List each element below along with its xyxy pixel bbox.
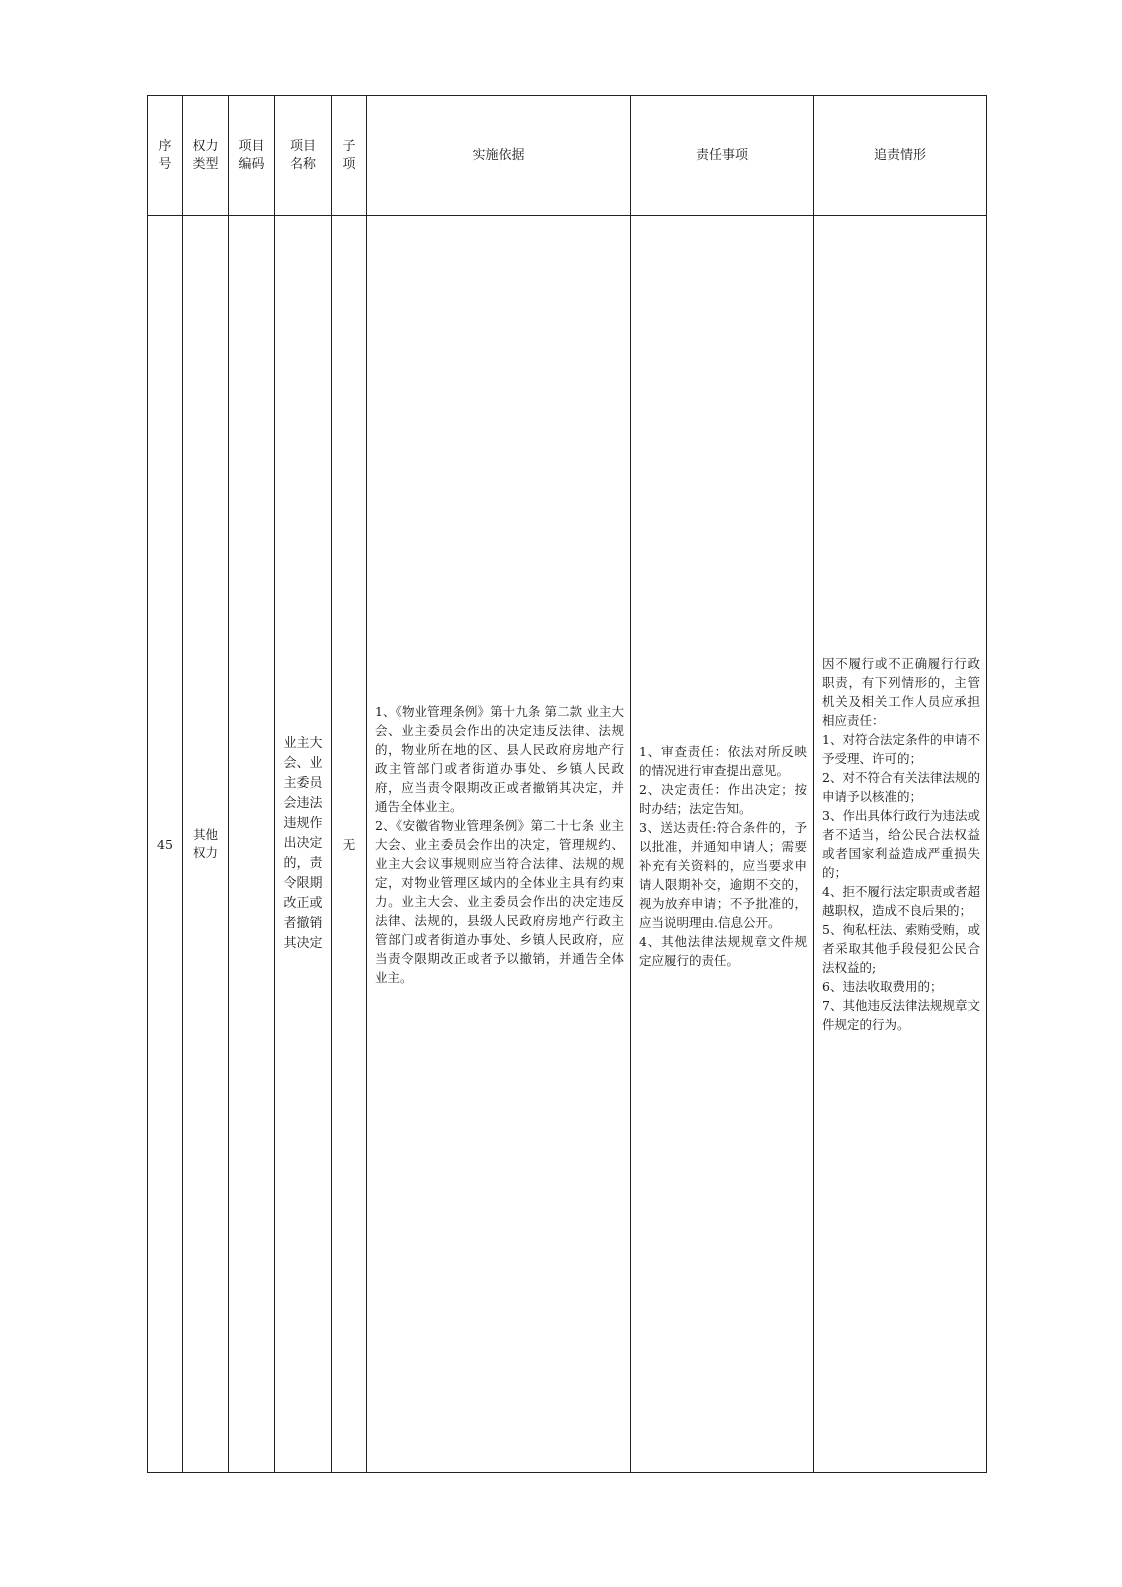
- cell-basis: [367, 216, 631, 1473]
- table-header-row: [148, 96, 987, 216]
- power-list-table: [147, 95, 987, 1473]
- accountability-item: 因不履行或不正确履行行政职责，有下列情形的，主管机关及相关工作人员应承担相应责任：: [822, 656, 980, 728]
- header-responsibility: 责任事项: [631, 96, 814, 216]
- responsibility-item: 3、送达责任:符合条件的，予以批准，并通知申请人；需要补充有关资料的，应当要求申请人限期补交，逾期不交的，视为放弃申请；不予批准的，应当说明理由.信息公开。: [639, 820, 807, 930]
- header-power-type: 权力类型: [183, 96, 229, 216]
- cell-responsibility: [631, 216, 814, 1473]
- header-seq: 序号: [148, 96, 183, 216]
- header-item-code: 项目编码: [229, 96, 275, 216]
- basis-paragraph: 1、《物业管理条例》第十九条 第二款 业主大会、业主委员会作出的决定违反法律、法规的，物业所在地的区、县人民政府房地产行政主管部门或者街道办事处、乡镇人民政府，应当责令限期改正或者撤销其决定，并通告全体业主。: [375, 703, 624, 814]
- accountability-item: 2、对不符合有关法律法规的申请予以核准的；: [822, 770, 980, 804]
- cell-seq: 45: [148, 216, 183, 1473]
- accountability-item: 5、徇私枉法、索贿受贿，或者采取其他手段侵犯公民合法权益的;: [822, 922, 980, 975]
- cell-item-name: 业主大会、业主委员会违法违规作出决定的，责令限期改正或者撤销其决定: [275, 216, 332, 1473]
- cell-power-type: 其他权力: [183, 216, 229, 1473]
- accountability-item: 3、作出具体行政行为违法或者不适当，给公民合法权益或者国家利益造成严重损失的；: [822, 808, 980, 880]
- header-sub-item: 子项: [332, 96, 367, 216]
- accountability-item: 1、对符合法定条件的申请不予受理、许可的；: [822, 732, 980, 766]
- responsibility-item: 1、审查责任：依法对所反映的情况进行审查提出意见。: [639, 744, 807, 778]
- cell-accountability: [814, 216, 987, 1473]
- header-basis: 实施依据: [367, 96, 631, 216]
- cell-sub-item: 无: [332, 216, 367, 1473]
- accountability-item: 7、其他违反法律法规规章文件规定的行为。: [822, 998, 980, 1032]
- accountability-item: 4、拒不履行法定职责或者超越职权，造成不良后果的；: [822, 884, 980, 918]
- header-accountability: 追责情形: [814, 96, 987, 216]
- cell-item-code: [229, 216, 275, 1473]
- table-row: [148, 216, 987, 1473]
- responsibility-item: 2、决定责任：作出决定；按时办结；法定告知。: [639, 782, 807, 816]
- basis-paragraph: 2、《安徽省物业管理条例》第二十七条 业主大会、业主委员会作出的决定，管理规约、业主大会议事规则应当符合法律、法规的规定，对物业管理区域内的全体业主具有约束力。业主大会、业主委员会作出的决定违反法律、法规的，县级人民政府房地产行政主管部门或者街道办事处、乡镇人民政府，应当责令限期改正或者予以撤销，并通告全体业主。: [375, 817, 624, 985]
- header-item-name: 项目名称: [275, 96, 332, 216]
- accountability-item: 6、违法收取费用的；: [822, 979, 943, 994]
- responsibility-item: 4、其他法律法规规章文件规定应履行的责任。: [639, 934, 807, 968]
